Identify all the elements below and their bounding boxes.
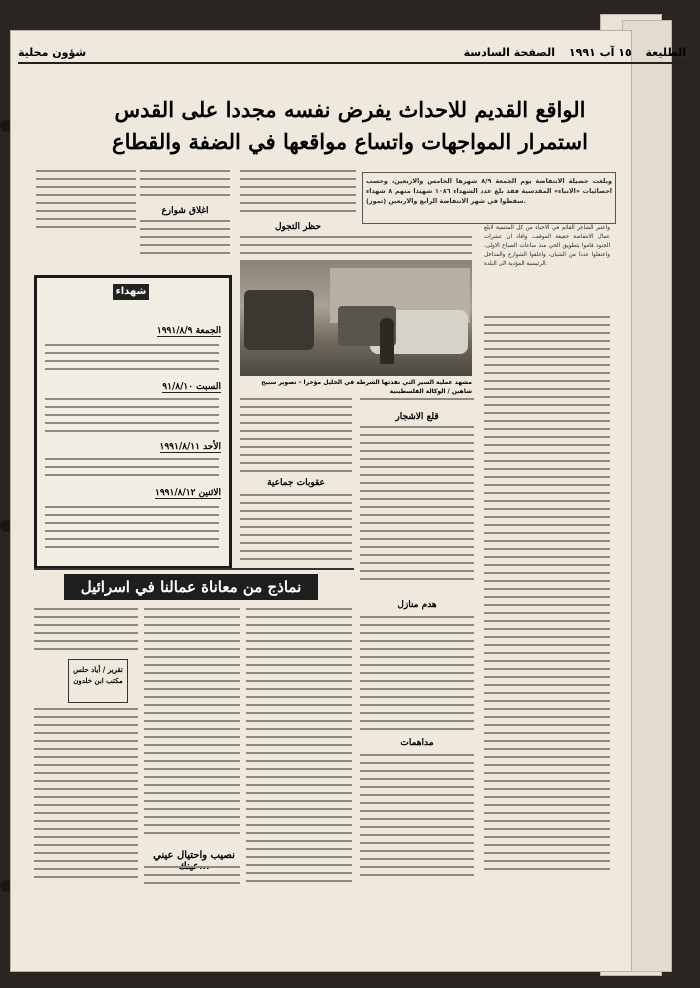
lead-box: وبلغت حصيلة الانتفاضة يوم الجمعة ٨/٩ شهرها الخامس والاربعين، وحسب احصائيات «الانباء» المقدسية فقد بلغ عدد الشهداء ١٠٨٦ شهيدا منهم ٨ شهداء سقطوا في شهر الانتفاضة الرابع والاربعين (تموز). xyxy=(362,172,616,224)
pull-quote: نصيب واحتيال عيني xyxy=(153,850,235,861)
feature-text xyxy=(246,608,352,890)
middle-column-text xyxy=(240,236,472,258)
masthead xyxy=(18,44,686,64)
masthead-info xyxy=(454,46,686,59)
left-column-text xyxy=(36,170,136,236)
martyrs-text xyxy=(45,458,219,484)
martyrs-text xyxy=(45,398,219,440)
feature-banner: نماذج من معاناة عمالنا في اسرائيل xyxy=(64,574,318,600)
issue-date: ١٥ آب ١٩٩١ xyxy=(568,46,632,59)
right-column-text xyxy=(484,316,610,876)
subhead-trees: قلع الاشجار xyxy=(395,412,439,422)
headline-line-2: استمرار المواجهات واتساع مواقعها في الضفة والقطاع xyxy=(112,129,588,154)
report-label: تقرير / أياد حلس xyxy=(73,665,123,674)
martyrs-text xyxy=(45,506,219,558)
photo-caption: مشهد عملية السير التي نفذتها الشرطة في الخليل مؤخرا – تصوير سبيح شاهين / الوكالة الفلسطينية xyxy=(261,379,472,395)
martyrs-date: الأحد ١٩٩١/٨/١١ xyxy=(159,442,221,452)
subhead-sanctions: عقوبات جماعية xyxy=(267,478,325,488)
headline-line-1: الواقع القديم للاحداث يفرض نفسه مجددا على القدس xyxy=(114,97,586,122)
section-name: شؤون محلية xyxy=(18,46,87,59)
subhead-curfew: حظر التجول xyxy=(274,222,321,232)
news-photo xyxy=(240,260,472,376)
feature-text xyxy=(144,866,240,890)
report-box xyxy=(68,659,128,703)
divider xyxy=(34,568,354,570)
martyrs-text xyxy=(45,344,219,378)
middle-column-text xyxy=(360,616,474,736)
feature-text xyxy=(34,608,138,652)
martyrs-date: الاثنين ١٩٩١/٨/١٢ xyxy=(155,488,221,498)
martyrs-date: الجمعة ١٩٩١/٨/٩ xyxy=(156,326,221,336)
report-source: مكتب ابن خلدون xyxy=(73,676,123,685)
page-number: الصفحة السادسة xyxy=(463,46,556,59)
middle-column-text xyxy=(240,170,356,220)
middle-column-text xyxy=(360,426,474,596)
martyrs-box xyxy=(34,275,232,569)
martyrs-date: السبت ٩١/٨/١٠ xyxy=(162,382,221,392)
lead-column: واعتبر الشاعر القائم في الاحياء من كل المنتمية لابلغ عمال الانتفاضة حقيقة الموقف، وافاد ان عشرات الجنود قاموا بتطويق الحي منذ ساعات الصباح الاولى، واعتقلوا عددا من الشبان، واغلقوا الشوارع والمداخل الرئيسية المؤدية الى البلدة. xyxy=(484,225,610,267)
middle-column-text xyxy=(240,494,352,568)
middle-column-text xyxy=(240,398,352,478)
left-column-text xyxy=(140,220,230,260)
middle-column-text xyxy=(360,398,474,408)
left-column-text xyxy=(140,170,230,204)
martyrs-title: شهداء xyxy=(113,284,149,300)
middle-column-text xyxy=(360,754,474,884)
feature-text xyxy=(34,708,138,888)
subhead-demolition: هدم منازل xyxy=(397,600,437,610)
feature-text xyxy=(144,608,240,846)
subhead-raids: مداهمات xyxy=(400,738,434,748)
paper-name: الطليعة xyxy=(645,46,686,59)
subhead-closures: اغلاق شوارع xyxy=(161,206,209,216)
